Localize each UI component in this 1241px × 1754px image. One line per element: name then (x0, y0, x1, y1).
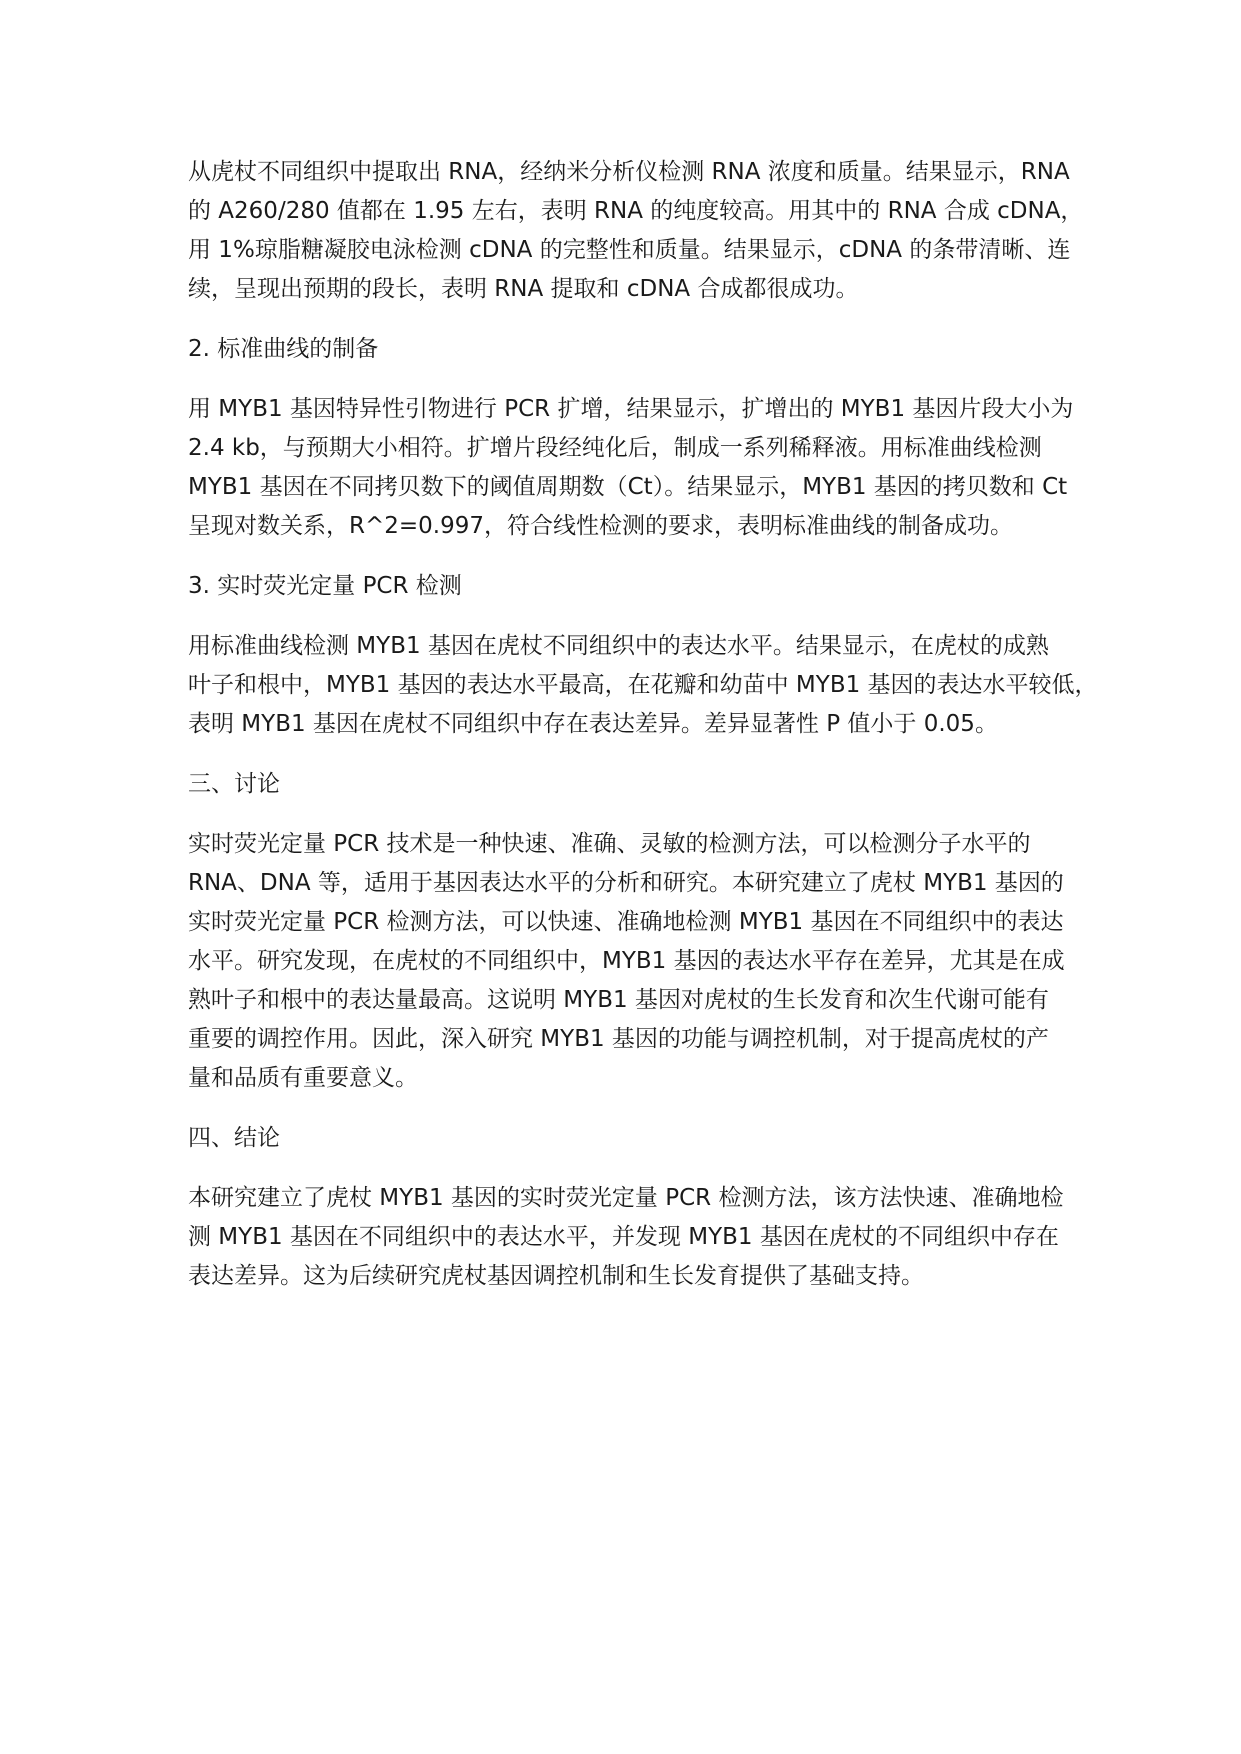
text-line: RNA、DNA 等，适用于基因表达水平的分析和研究。本研究建立了虎杖 MYB1 基因的 (188, 870, 1064, 896)
text-line: 实时荧光定量 PCR 技术是一种快速、准确、灵敏的检测方法，可以检测分子水平的 (188, 831, 1031, 857)
text-line: 表明 MYB1 基因在虎杖不同组织中存在表达差异。差异显著性 P 值小于 0.05。 (188, 711, 998, 737)
text-line: 测 MYB1 基因在不同组织中的表达水平，并发现 MYB1 基因在虎杖的不同组织中存在 (188, 1224, 1059, 1250)
text-line: 用 1%琼脂糖凝胶电泳检测 cDNA 的完整性和质量。结果显示，cDNA 的条带清晰、连 (188, 237, 1071, 263)
text-line: 用 MYB1 基因特异性引物进行 PCR 扩增，结果显示，扩增出的 MYB1 基因片段大小为 (188, 396, 1074, 422)
text-line: 水平。研究发现，在虎杖的不同组织中，MYB1 基因的表达水平存在差异，尤其是在成 (188, 948, 1065, 974)
text-line: 叶子和根中，MYB1 基因的表达水平最高，在花瓣和幼苗中 MYB1 基因的表达水平较低， (188, 672, 1098, 698)
text-line: 表达差异。这为后续研究虎杖基因调控机制和生长发育提供了基础支持。 (188, 1263, 924, 1289)
paragraph-discussion (188, 825, 1080, 1098)
paragraph-conclusion (188, 1179, 1080, 1296)
heading-qpcr-detection: 3. 实时荧光定量 PCR 检测 (188, 573, 462, 599)
text-line: 用标准曲线检测 MYB1 基因在虎杖不同组织中的表达水平。结果显示，在虎杖的成熟 (188, 633, 1049, 659)
paragraph-standard-curve (188, 390, 1080, 546)
text-line: 量和品质有重要意义。 (188, 1065, 418, 1091)
text-line: 2.4 kb，与预期大小相符。扩增片段经纯化后，制成一系列稀释液。用标准曲线检测 (188, 435, 1042, 461)
text-line: 的 A260/280 值都在 1.95 左右，表明 RNA 的纯度较高。用其中的 RNA 合成 cDNA， (188, 198, 1084, 224)
text-line: 呈现对数关系，R^2=0.997，符合线性检测的要求，表明标准曲线的制备成功。 (188, 513, 1014, 539)
text-line: 从虎杖不同组织中提取出 RNA，经纳米分析仪检测 RNA 浓度和质量。结果显示，RNA (188, 159, 1070, 185)
heading-discussion: 三、讨论 (188, 771, 280, 797)
text-line: 实时荧光定量 PCR 检测方法，可以快速、准确地检测 MYB1 基因在不同组织中的表达 (188, 909, 1064, 935)
text-line: 重要的调控作用。因此，深入研究 MYB1 基因的功能与调控机制，对于提高虎杖的产 (188, 1026, 1049, 1052)
heading-conclusion: 四、结论 (188, 1125, 280, 1151)
paragraph-qpcr-detection (188, 627, 1098, 744)
text-line: 本研究建立了虎杖 MYB1 基因的实时荧光定量 PCR 检测方法，该方法快速、准确地检 (188, 1185, 1064, 1211)
heading-standard-curve: 2. 标准曲线的制备 (188, 336, 379, 362)
paragraph-rna-extraction (188, 153, 1084, 309)
text-line: MYB1 基因在不同拷贝数下的阈值周期数（Ct）。结果显示，MYB1 基因的拷贝数和 Ct (188, 474, 1068, 500)
text-line: 续，呈现出预期的段长，表明 RNA 提取和 cDNA 合成都很成功。 (188, 276, 859, 302)
text-line: 熟叶子和根中的表达量最高。这说明 MYB1 基因对虎杖的生长发育和次生代谢可能有 (188, 987, 1049, 1013)
document-body (188, 153, 1098, 1317)
